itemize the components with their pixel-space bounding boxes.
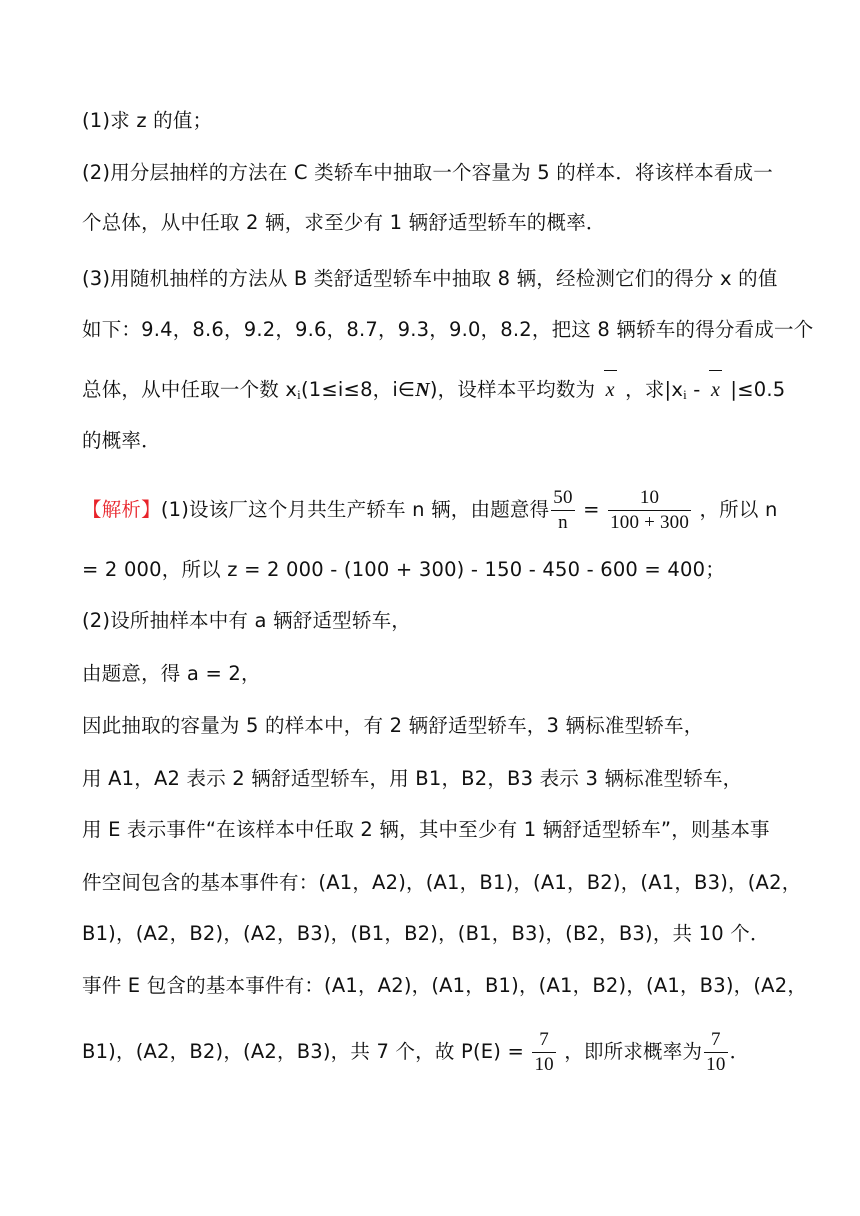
solution-1-line-2: = 2 000，所以 z = 2 000 - (100 + 300) - 150 - 450 - 600 = 400； xyxy=(82,558,725,581)
equals-sign: = xyxy=(583,498,600,521)
fraction-denominator: 10 xyxy=(706,1054,726,1075)
solution-2-line-8: 事件 E 包含的基本事件有：(A1，A2)，(A1，B1)，(A1，B2)，(A1，B3)，(A2， xyxy=(82,974,808,997)
solution-2-line-7: B1)，(A2，B2)，(A2，B3)，(B1，B2)，(B1，B3)，(B2，B3)，共 10 个． xyxy=(82,922,770,945)
fraction-numerator: 7 xyxy=(539,1029,549,1050)
solution-2-line-2: 由题意，得 a = 2， xyxy=(82,662,261,685)
sol2-text-a: B1)，(A2，B2)，(A2，B3)，共 7 个，故 P(E) = xyxy=(82,1040,525,1063)
question-1: (1)求 z 的值； xyxy=(82,109,213,132)
fraction-numerator: 7 xyxy=(711,1029,721,1050)
question-2-line-1: (2)用分层抽样的方法在 C 类轿车中抽取一个容量为 5 的样本．将该样本看成一 xyxy=(82,161,773,184)
solution-2-line-5: 用 E 表示事件“在该样本中任取 2 辆，其中至少有 1 辆舒适型轿车”，则基本事 xyxy=(82,818,770,841)
solution-2-line-4: 用 A1，A2 表示 2 辆舒适型轿车，用 B1，B2，B3 表示 3 辆标准型轿车， xyxy=(82,767,743,790)
question-3-line-2: 如下：9.4，8.6，9.2，9.6，8.7，9.3，9.0，8.2，把这 8 辆轿车的得分看成一个 xyxy=(82,318,814,341)
solution-2-line-3: 因此抽取的容量为 5 的样本中，有 2 辆舒适型轿车，3 辆标准型轿车， xyxy=(82,714,704,737)
fraction-numerator: 10 xyxy=(639,487,660,508)
subscript-i: i xyxy=(297,387,301,402)
sol1-text-b: ，所以 n xyxy=(699,498,778,521)
sample-mean-xbar-2: x xyxy=(707,376,724,404)
q3-text-c: )，设样本平均数为 xyxy=(429,378,596,401)
q3-text-e: - xyxy=(686,378,707,401)
subscript-i-2: i xyxy=(683,387,687,402)
q3-text-f: |≤0.5 xyxy=(730,378,786,401)
question-3-line-1: (3)用随机抽样的方法从 B 类舒适型轿车中抽取 8 辆，经检测它们的得分 x 的值 xyxy=(82,267,778,290)
fraction-7-over-10-answer xyxy=(704,1028,727,1077)
sample-mean-xbar: x xyxy=(602,376,619,404)
sol1-text-a: (1)设该厂这个月共生产轿车 n 辆，由题意得 xyxy=(160,498,550,521)
natural-number-symbol: N xyxy=(415,379,430,401)
fraction-denominator: n xyxy=(551,510,574,535)
fraction-7-over-10 xyxy=(532,1028,555,1077)
solution-2-line-6: 件空间包含的基本事件有：(A1，A2)，(A1，B1)，(A1，B2)，(A1，B3)，(A2， xyxy=(82,871,802,894)
q3-text-b: (1≤i≤8，i∈ xyxy=(300,378,416,401)
question-2-line-2: 个总体，从中任取 2 辆，求至少有 1 辆舒适型轿车的概率． xyxy=(82,211,606,234)
fraction-10-over-400 xyxy=(608,486,691,535)
solution-label: 【解析】 xyxy=(82,498,161,521)
sol2-text-b: ，即所求概率为 xyxy=(564,1040,703,1063)
sol2-text-c: ． xyxy=(729,1040,750,1063)
question-3-line-4: 的概率． xyxy=(82,429,161,452)
solution-2-line-9 xyxy=(82,1028,782,1077)
question-3-line-3 xyxy=(82,376,786,409)
solution-1-line-1 xyxy=(82,486,782,535)
fraction-denominator: 10 xyxy=(534,1054,554,1075)
solution-2-line-1: (2)设所抽样本中有 a 辆舒适型轿车， xyxy=(82,609,411,632)
fraction-50-over-n xyxy=(551,486,574,535)
q3-text-a: 总体，从中任取一个数 x xyxy=(82,378,298,401)
q3-text-d: ，求|x xyxy=(625,378,684,401)
fraction-denominator: 100 + 300 xyxy=(610,512,690,533)
fraction-numerator: 50 xyxy=(553,487,573,508)
